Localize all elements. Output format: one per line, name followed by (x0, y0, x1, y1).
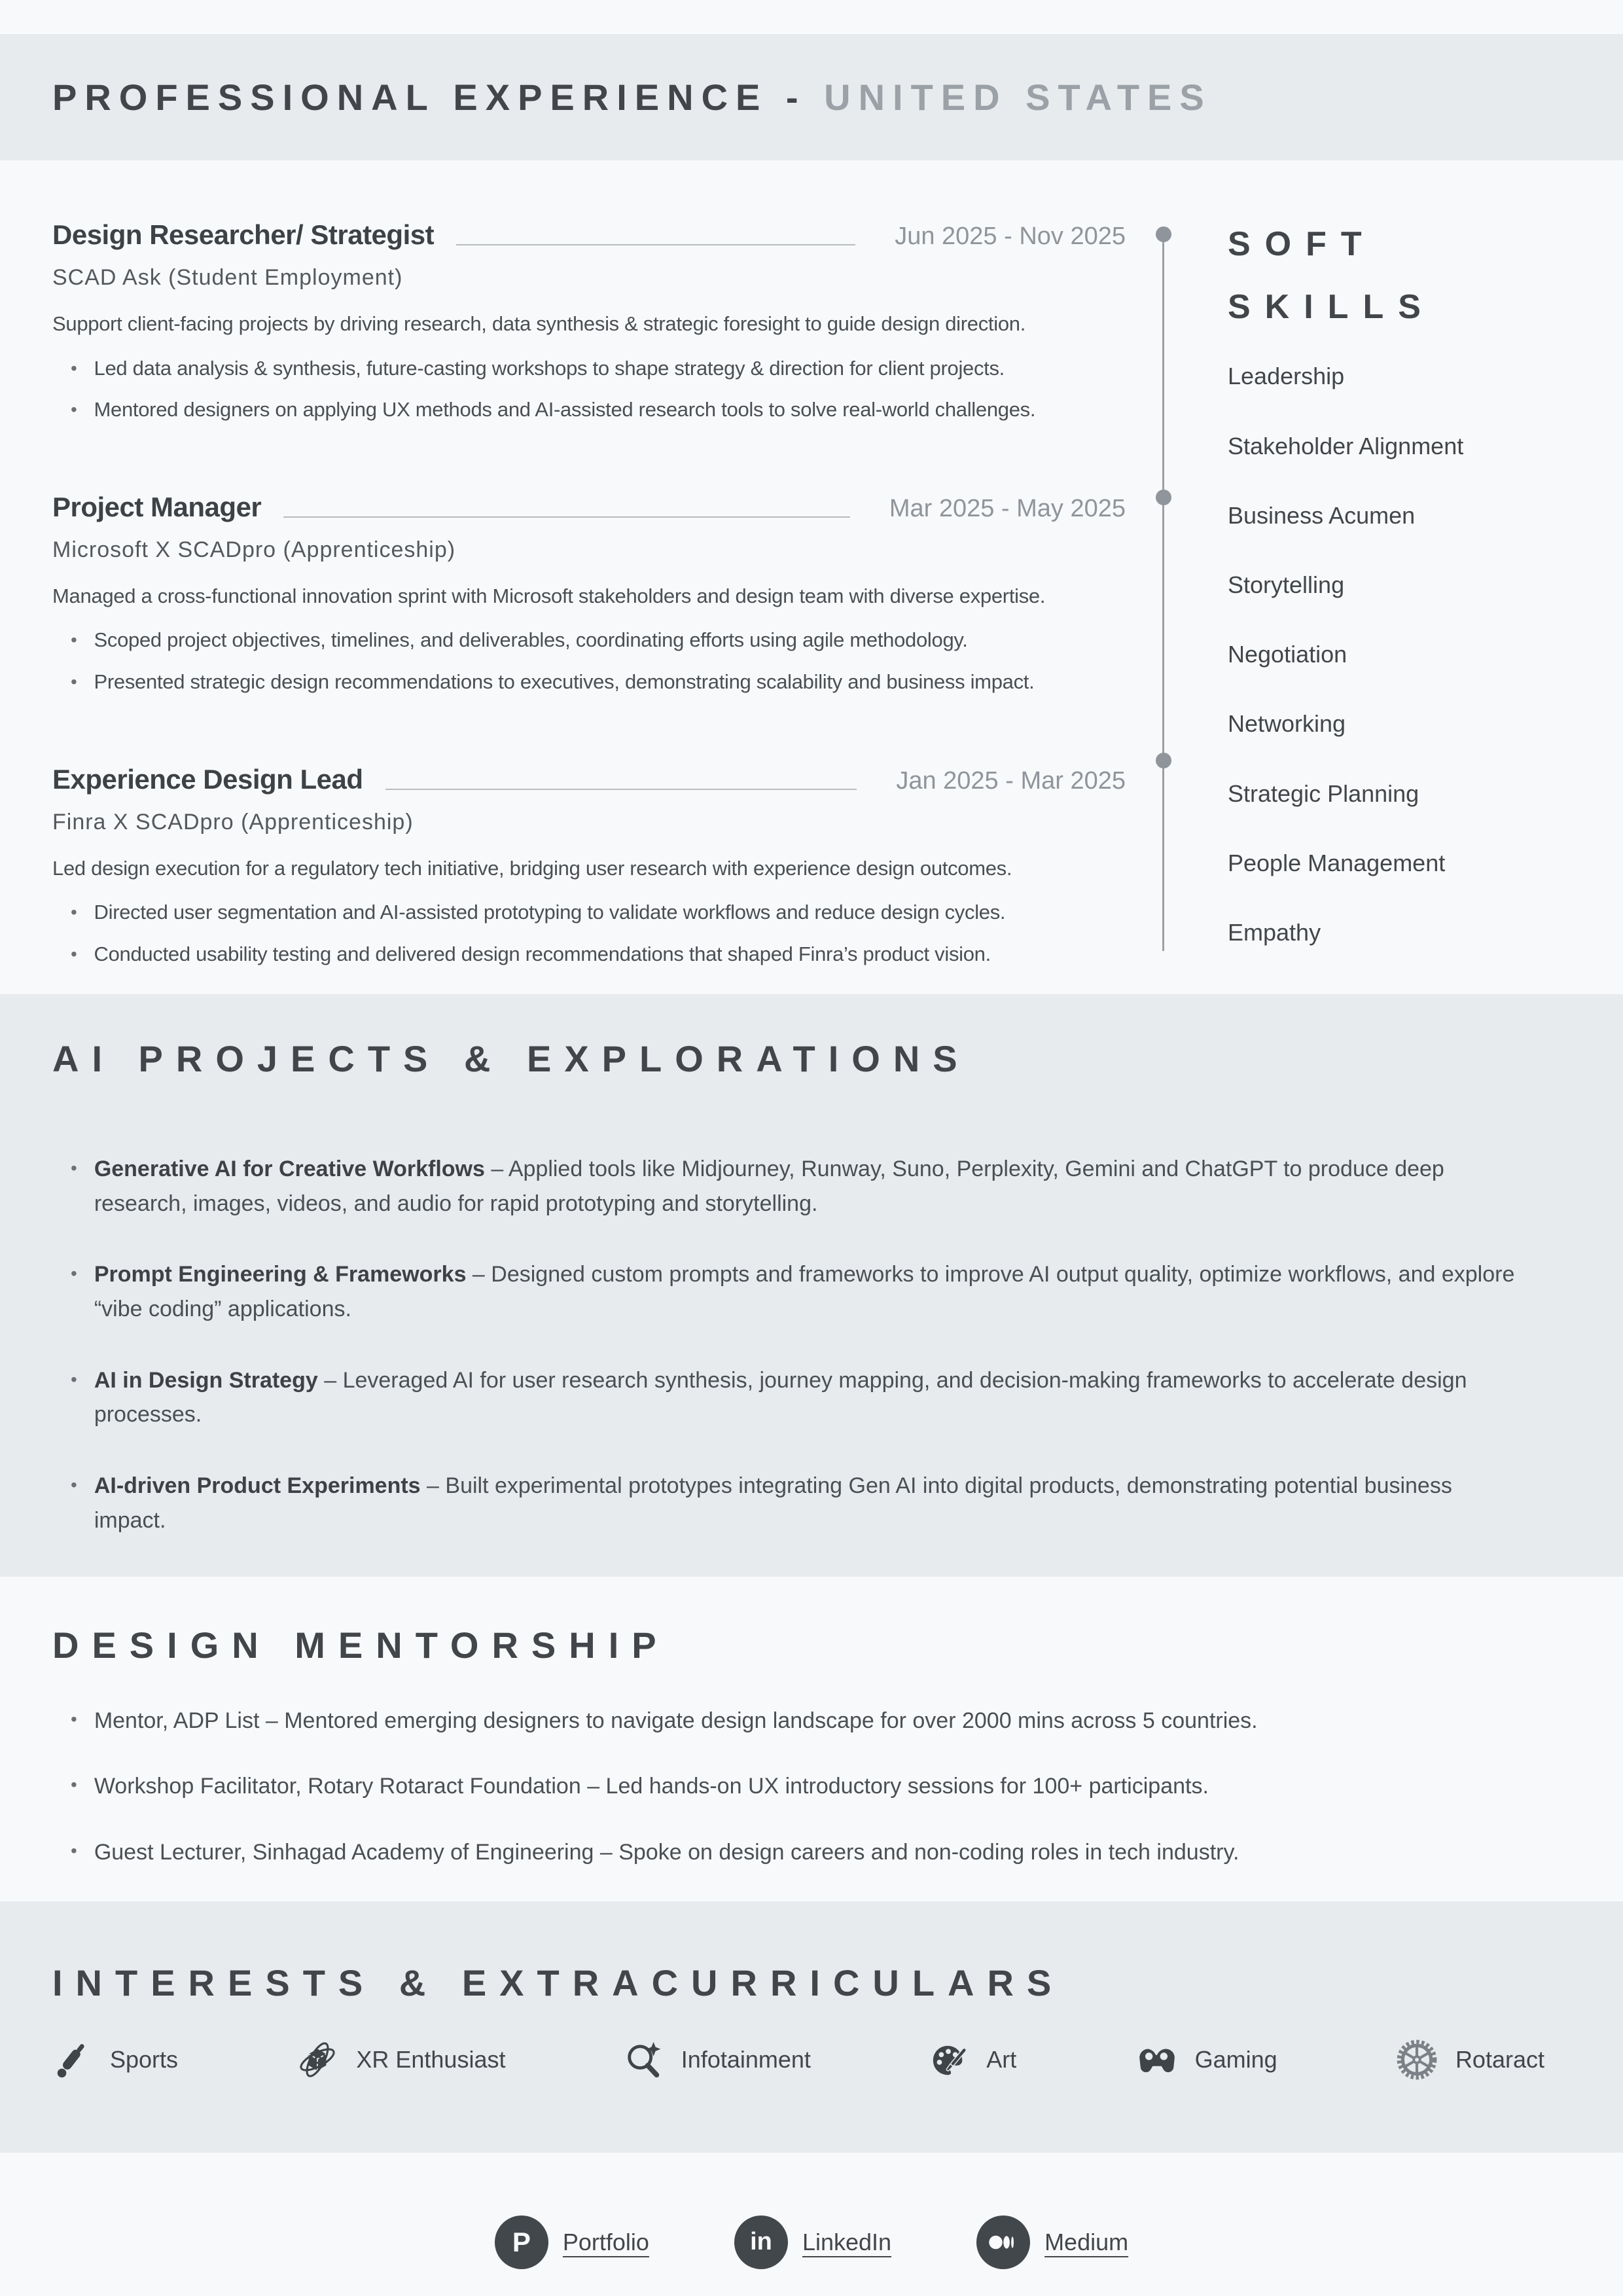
bullet-marker: • (71, 671, 77, 692)
interest-item (52, 2039, 178, 2080)
bullet-item (71, 624, 1126, 656)
job-company: SCAD Ask (Student Employment) (52, 265, 403, 290)
job-summary: Support client-facing projects by driving research, data synthesis & strategic foresight to guide design direction. (52, 312, 1026, 335)
page-title-secondary: UNITED STATES (824, 77, 1212, 118)
ai-bullet-lead: AI-driven Product Experiments (94, 1473, 421, 1499)
bullet-item (71, 666, 1126, 698)
mentorship-bullet-item (71, 1703, 1571, 1738)
magnifier-sparkle-icon (624, 2039, 664, 2080)
mentorship-bullet-item (71, 1835, 1571, 1870)
bullet-text: Directed user segmentation and AI-assisted prototyping to validate workflows and reduce design cycles. (94, 901, 1006, 924)
bullet-text: Mentored designers on applying UX methods and AI-assisted research tools to solve real-world challenges. (94, 398, 1036, 422)
soft-skills-list (1228, 362, 1571, 946)
ai-bullet-lead: Prompt Engineering & Frameworks (94, 1262, 467, 1287)
experience-section (0, 160, 1623, 994)
bullet-item (71, 393, 1126, 426)
footer-link-label: LinkedIn (802, 2228, 892, 2255)
bullet-marker: • (71, 399, 77, 420)
medium-link[interactable] (976, 2188, 1128, 2296)
soft-skills-heading (1228, 213, 1571, 338)
job-divider-line (283, 516, 850, 518)
page-title (52, 76, 1212, 118)
bullet-marker: • (71, 902, 77, 923)
soft-skill-item: Empathy (1228, 918, 1321, 946)
portfolio-link[interactable] (495, 2188, 649, 2296)
job-summary: Led design execution for a regulatory tech initiative, bridging user research with experience design outcomes. (52, 856, 1012, 880)
bullet-marker: • (71, 1840, 77, 1861)
bullet-marker: • (71, 1774, 77, 1795)
ai-bullet-rest: – Leveraged AI for user research synthesis, journey mapping, and decision-making frameworks to accelerate design processes. (94, 1367, 1467, 1427)
bullet-marker: • (71, 1475, 77, 1496)
bullet-text: Scoped project objectives, timelines, and deliverables, coordinating efforts using agile methodology. (94, 628, 968, 652)
job-company: Finra X SCADpro (Apprenticeship) (52, 809, 414, 834)
ai-bullet-item (71, 1363, 1571, 1432)
interest-label: Infotainment (681, 2046, 811, 2073)
interest-item (296, 2038, 505, 2081)
ai-bullet-item (71, 1257, 1571, 1326)
ai-projects-section (0, 994, 1623, 1577)
bullet-marker: • (71, 1709, 77, 1729)
soft-skills-content (1162, 213, 1571, 946)
ai-bullet-text (94, 1469, 1521, 1537)
ai-bullet-item (71, 1469, 1571, 1537)
job-summary: Managed a cross-functional innovation sprint with Microsoft stakeholders and design team with diverse expertise. (52, 584, 1046, 607)
footer-link-label: Portfolio (562, 2228, 649, 2255)
ai-bullet-rest: – Applied tools like Midjourney, Runway, Suno, Perplexity, Gemini and ChatGPT to produce deep research, images, videos, and audio for rapid prototyping and storytelling. (94, 1157, 1444, 1216)
bullet-item (71, 938, 1126, 971)
bullet-text: Led data analysis & synthesis, future-casting workshops to shape strategy & direction for client projects. (94, 356, 1005, 380)
ai-bullet-text (94, 1152, 1521, 1221)
job-date: Jun 2025 - Nov 2025 (895, 223, 1126, 250)
ai-bullet-item (71, 1152, 1571, 1221)
interest-label: XR Enthusiast (356, 2046, 506, 2073)
job-divider-line (456, 243, 855, 245)
soft-skill-item: People Management (1228, 849, 1446, 876)
job-title-row (52, 219, 1126, 251)
linkedin-icon: in (734, 2215, 788, 2269)
bullet-marker: • (71, 1158, 77, 1178)
mentorship-bullet-item (71, 1768, 1571, 1804)
timeline-dot (1156, 753, 1171, 768)
interest-label: Rotaract (1455, 2046, 1544, 2073)
job-company: Microsoft X SCADpro (Apprenticeship) (52, 537, 456, 562)
soft-skills-panel (1162, 219, 1571, 994)
mentorship-heading: DESIGN MENTORSHIP (52, 1624, 669, 1666)
cricket-bat-ball-icon (52, 2039, 93, 2080)
soft-skill-item: Strategic Planning (1228, 780, 1419, 807)
footer (0, 2153, 1623, 2296)
rotary-wheel-icon (1395, 2038, 1438, 2081)
job-title-row (52, 764, 1126, 795)
soft-skill-item: Storytelling (1228, 571, 1345, 598)
soft-skill-item: Networking (1228, 710, 1346, 738)
mentorship-bullet-text: Mentor, ADP List – Mentored emerging designers to navigate design landscape for over 2000 mins across 5 countries. (94, 1708, 1258, 1733)
bullet-marker: • (71, 1369, 77, 1390)
soft-skill-item: Stakeholder Alignment (1228, 432, 1464, 459)
medium-icon (976, 2215, 1030, 2269)
ai-bullet-rest: – Designed custom prompts and frameworks to improve AI output quality, optimize workflows, and explore “vibe coding” applications. (94, 1262, 1515, 1322)
timeline-dot (1156, 226, 1171, 242)
timeline-dot (1156, 490, 1171, 505)
mentorship-section (0, 1577, 1623, 1901)
interest-item (929, 2039, 1016, 2080)
job-title: Project Manager (52, 491, 262, 522)
job-divider-line (385, 788, 857, 790)
bullet-text: Conducted usability testing and delivered design recommendations that shaped Finra’s product vision. (94, 942, 991, 965)
xr-cube-orbit-icon (296, 2038, 339, 2081)
interests-section (0, 1901, 1623, 2153)
bullet-marker: • (71, 1263, 77, 1284)
game-controller-icon (1135, 2038, 1178, 2081)
soft-skills-heading-line1: SOFT (1228, 225, 1376, 263)
ai-projects-list (52, 1152, 1571, 1538)
job-date: Mar 2025 - May 2025 (889, 494, 1126, 522)
job-date: Jan 2025 - Mar 2025 (896, 766, 1126, 795)
job-bullets (52, 896, 1126, 970)
palette-brush-icon (929, 2039, 969, 2080)
bullet-item (71, 352, 1126, 385)
interest-item (1395, 2038, 1544, 2081)
mentorship-list (52, 1703, 1571, 1870)
timeline-line (1162, 231, 1164, 951)
linkedin-link[interactable] (734, 2188, 891, 2296)
bullet-marker: • (71, 630, 77, 651)
page-title-main: PROFESSIONAL EXPERIENCE - (52, 77, 806, 118)
interest-label: Gaming (1194, 2046, 1277, 2073)
job-entry (52, 492, 1126, 698)
job-bullets (52, 624, 1126, 698)
ai-bullet-rest: – Built experimental prototypes integrating Gen AI into digital products, demonstrating potential business impact. (94, 1473, 1452, 1533)
interest-item (624, 2039, 811, 2080)
job-entry (52, 219, 1126, 426)
soft-skill-item: Negotiation (1228, 641, 1347, 668)
soft-skill-item: Business Acumen (1228, 501, 1416, 529)
soft-skills-heading-line2: SKILLS (1228, 288, 1435, 327)
job-entry (52, 764, 1126, 971)
bullet-marker: • (71, 357, 77, 378)
interest-item (1135, 2038, 1277, 2081)
job-title: Experience Design Lead (52, 763, 363, 795)
job-title: Design Researcher/ Strategist (52, 219, 435, 250)
ai-bullet-text (94, 1257, 1521, 1326)
ai-bullet-lead: AI in Design Strategy (94, 1367, 318, 1393)
job-bullets (52, 352, 1126, 426)
portfolio-logo-icon: P (495, 2215, 548, 2269)
experience-column (52, 219, 1126, 994)
ai-bullet-lead: Generative AI for Creative Workflows (94, 1157, 485, 1181)
ai-projects-heading: AI PROJECTS & EXPLORATIONS (52, 1038, 971, 1079)
interest-label: Art (986, 2046, 1017, 2073)
job-title-row (52, 492, 1126, 523)
soft-skill-item: Leadership (1228, 363, 1345, 390)
bullet-text: Presented strategic design recommendations to executives, demonstrating scalability and business impact. (94, 670, 1035, 693)
bullet-marker: • (71, 943, 77, 964)
header-band (0, 34, 1623, 160)
footer-link-label: Medium (1044, 2228, 1129, 2255)
mentorship-bullet-text: Workshop Facilitator, Rotary Rotaract Foundation – Led hands-on UX introductory sessions for 100+ participants. (94, 1774, 1209, 1799)
mentorship-bullet-text: Guest Lecturer, Sinhagad Academy of Engineering – Spoke on design careers and non-coding roles in tech industry. (94, 1839, 1240, 1865)
bullet-item (71, 896, 1126, 929)
interest-label: Sports (110, 2046, 179, 2073)
ai-bullet-text (94, 1363, 1521, 1432)
interests-row (52, 2038, 1571, 2081)
interests-heading: INTERESTS & EXTRACURRICULARS (52, 1962, 1065, 2003)
